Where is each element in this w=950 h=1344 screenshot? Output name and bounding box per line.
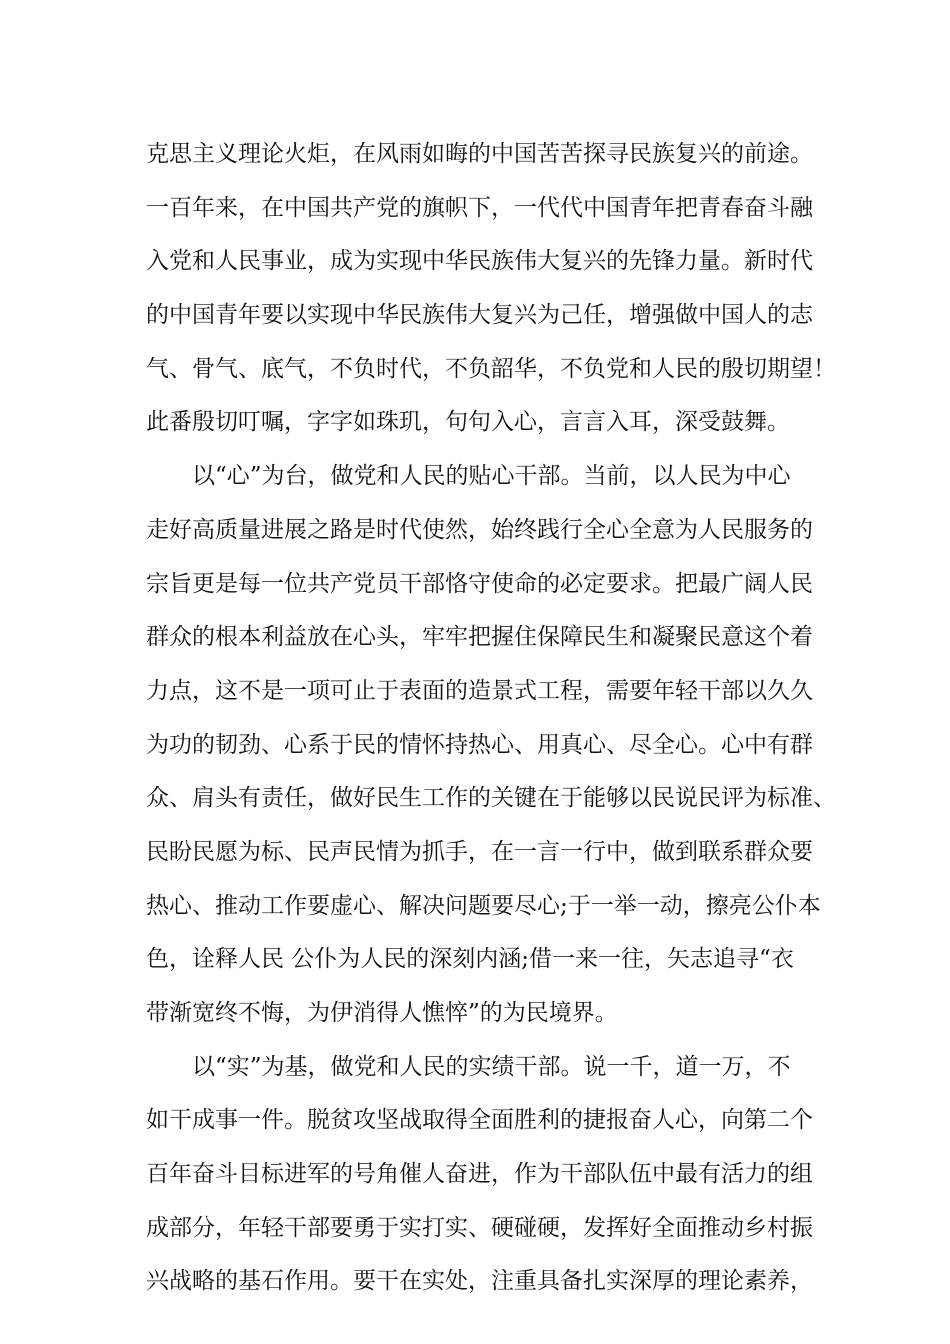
text-line: 热心、推动工作要虚心、解决问题要尽心;于一举一动，擦亮公仆本 <box>146 892 821 919</box>
text-line: 一百年来，在中国共产党的旗帜下，一代代中国青年把青春奋斗融 <box>146 194 813 221</box>
text-line: 力点，这不是一项可止于表面的造景式工程，需要年轻干部以久久 <box>146 677 813 704</box>
text-line: 众、肩头有责任，做好民生工作的关键在于能够以民说民评为标准、 <box>146 785 836 812</box>
text-line: 带渐宽终不悔，为伊消得人憔悴”的为民境界。 <box>146 1000 618 1026</box>
text-line: 气、骨气、底气，不负时代，不负韶华，不负党和人民的殷切期望！ <box>146 355 836 382</box>
text-line: 此番殷切叮嘱，字字如珠玑，句句入心，言言入耳，深受鼓舞。 <box>146 409 790 436</box>
text-line: 为功的韧劲、心系于民的情怀持热心、用真心、尽全心。心中有群 <box>146 731 813 758</box>
text-line: 宗旨更是每一位共产党员干部恪守使命的必定要求。把最广阔人民 <box>146 570 813 597</box>
text-line: 百年奋斗目标进军的号角催人奋进，作为干部队伍中最有活力的组 <box>146 1161 813 1188</box>
text-line: 兴战略的基石作用。要干在实处，注重具备扎实深厚的理论素养， <box>146 1268 813 1295</box>
text-line: 群众的根本利益放在心头，牢牢把握住保障民生和凝聚民意这个着 <box>146 624 813 651</box>
text-line: 的中国青年要以实现中华民族伟大复兴为己任，增强做中国人的志 <box>146 302 813 329</box>
paragraph-heading-line: 以“实”为基，做党和人民的实绩干部。说一千，道一万，不 <box>192 1053 791 1080</box>
text-line: 色，诠释人民 公仆为人民的深刻内涵;借一来一往，矢志追寻“衣 <box>146 946 794 973</box>
text-line: 入党和人民事业，成为实现中华民族伟大复兴的先锋力量。新时代 <box>146 248 813 275</box>
text-line: 民盼民愿为标、民声民情为抓手，在一言一行中，做到联系群众要 <box>146 838 813 865</box>
paragraph-heading-line: 以“心”为台，做党和人民的贴心干部。当前，以人民为中心 <box>192 463 791 490</box>
text-line: 如干成事一件。脱贫攻坚战取得全面胜利的捷报奋人心，向第二个 <box>146 1107 813 1134</box>
document-body <box>146 128 836 1309</box>
text-line: 成部分，年轻干部要勇于实打实、硬碰硬，发挥好全面推动乡村振 <box>146 1214 813 1241</box>
text-line: 克思主义理论火炬，在风雨如晦的中国苦苦探寻民族复兴的前途。 <box>146 141 813 167</box>
text-line: 走好高质量进展之路是时代使然，始终践行全心全意为人民服务的 <box>146 516 813 543</box>
